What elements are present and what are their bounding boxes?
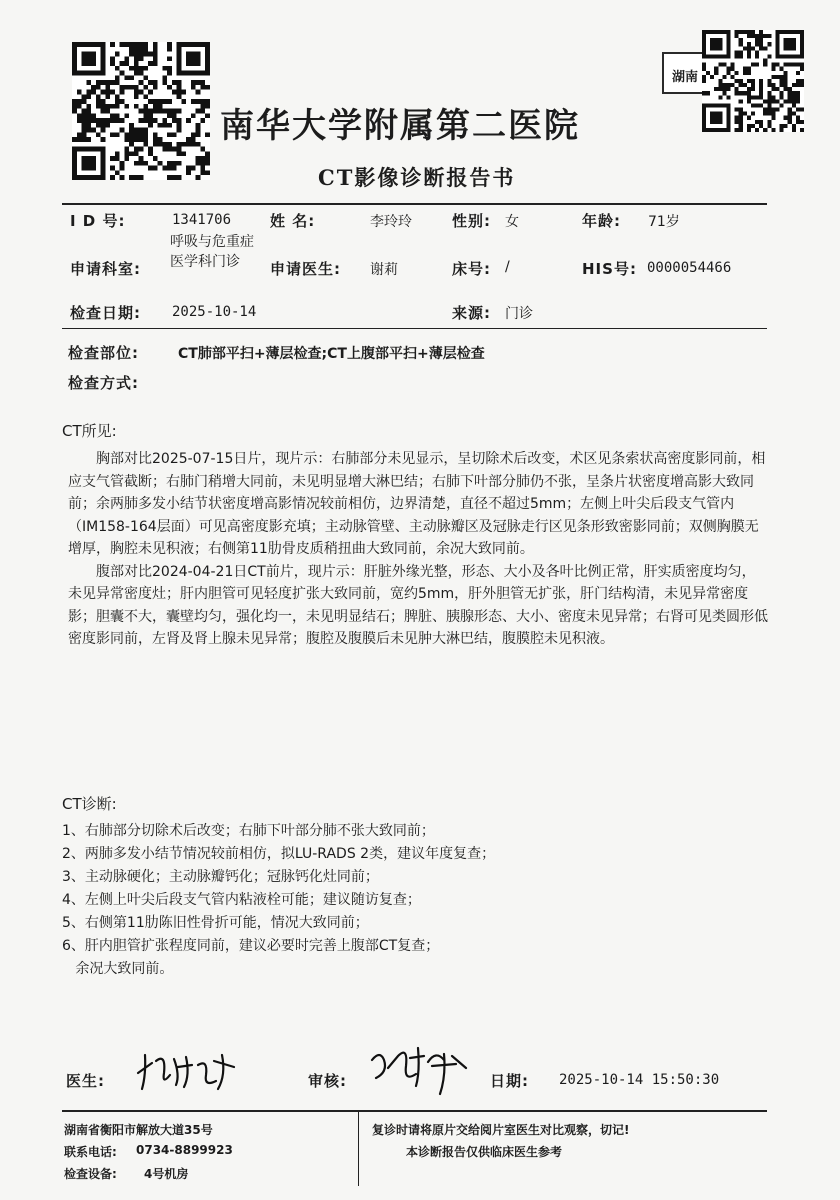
footer-device-label: 检查设备: bbox=[64, 1167, 117, 1181]
findings-body bbox=[68, 448, 768, 651]
doctor-sign-label: 医生: bbox=[66, 1072, 105, 1090]
bed-value: / bbox=[505, 259, 510, 275]
footer-notice-2: 本诊断报告仅供临床医生参考 bbox=[406, 1145, 563, 1159]
header-rule-bottom bbox=[62, 328, 767, 329]
dept-label: 申请科室: bbox=[70, 260, 141, 278]
hospital-name: 南华大学附属第二医院 bbox=[220, 106, 580, 146]
source-value: 门诊 bbox=[505, 306, 533, 322]
dept-value: 呼吸与危重症医学科门诊 bbox=[170, 234, 254, 270]
id-label: I D 号: bbox=[70, 212, 126, 230]
header-rule-top bbox=[62, 203, 767, 205]
reviewer-signature bbox=[366, 1038, 476, 1098]
source-label: 来源: bbox=[452, 304, 491, 322]
report-title: CT影像诊断报告书 bbox=[318, 165, 516, 190]
diagnosis-item: 2、两肺多发小结节情况较前相仿，拟LU-RADS 2类，建议年度复查； bbox=[62, 846, 496, 862]
age-value: 71岁 bbox=[648, 214, 680, 230]
findings-chest: 胸部对比2025-07-15日片，现片示：右肺部分未见显示，呈切除术后改变，术区见条索状高密度影同前，相应支气管截断；右肺门稍增大同前，未见明显增大淋巴结；右肺下叶部分肺仍不张，呈条片状密度增高影大致同前；余两肺多发小结节状密度增高影情况较前相仿，边界清楚，直径不超过5mm；左侧上叶尖后段支气管内（IM158-164层面）可见高密度影充填；主动脉管壁、主动脉瓣区及冠脉走行区见条形致密影同前；双侧胸膜无增厚，胸腔未见积液；右侧第11肋骨皮质稍扭曲大致同前，余况大致同前。 bbox=[68, 451, 766, 557]
bed-label: 床号: bbox=[452, 260, 491, 278]
reviewer-sign-label: 审核: bbox=[308, 1072, 347, 1090]
name-value: 李玲玲 bbox=[370, 214, 412, 230]
sex-value: 女 bbox=[505, 214, 519, 230]
age-label: 年龄: bbox=[582, 212, 621, 230]
his-value: 0000054466 bbox=[647, 260, 732, 276]
diagnosis-item: 1、右肺部分切除术后改变；右肺下叶部分肺不张大致同前； bbox=[62, 823, 435, 839]
doctor-signature bbox=[130, 1045, 250, 1095]
diagnosis-item: 5、右侧第11肋陈旧性骨折可能，情况大致同前； bbox=[62, 915, 369, 931]
sign-date-label: 日期: bbox=[490, 1072, 529, 1090]
exam-part-value: CT肺部平扫+薄层检查;CT上腹部平扫+薄层检查 bbox=[178, 346, 485, 362]
footer-phone-label: 联系电话: bbox=[64, 1145, 117, 1159]
findings-abdomen: 腹部对比2024-04-21日CT前片，现片示：肝脏外缘光整，形态、大小及各叶比例正常，肝实质密度均匀，未见异常密度灶；肝内胆管可见轻度扩张大致同前，宽约5mm，肝外胆管无扩张，肝门结构清，未见异常密度影；胆囊不大，囊壁均匀，强化均一，未见明显结石；脾脏、胰腺形态、大小、密度未见异常；右肾可见类圆形低密度影同前，左肾及肾上腺未见异常；腹腔及腹膜后未见肿大淋巴结，腹膜腔未见积液。 bbox=[68, 563, 768, 647]
doctor-value: 谢莉 bbox=[370, 262, 398, 278]
footer-rule bbox=[62, 1110, 767, 1112]
doctor-label: 申请医生: bbox=[270, 260, 341, 278]
diagnosis-item: 余况大致同前。 bbox=[62, 961, 174, 977]
diagnosis-item: 6、肝内胆管扩张程度同前，建议必要时完善上腹部CT复查； bbox=[62, 938, 440, 954]
his-label: HIS号: bbox=[582, 260, 637, 278]
diagnosis-heading: CT诊断: bbox=[62, 795, 117, 813]
footer-device-value: 4号机房 bbox=[144, 1167, 189, 1181]
qr-code-right bbox=[702, 30, 804, 132]
sign-date-value: 2025-10-14 15:50:30 bbox=[559, 1072, 720, 1088]
diagnosis-item: 4、左侧上叶尖后段支气管内粘液栓可能；建议随访复查； bbox=[62, 892, 421, 908]
exam-method-label: 检查方式: bbox=[68, 374, 139, 392]
footer-notice-1: 复诊时请将原片交给阅片室医生对比观察，切记! bbox=[372, 1123, 630, 1137]
footer-address: 湖南省衡阳市解放大道35号 bbox=[64, 1123, 213, 1137]
id-value: 1341706 bbox=[172, 212, 232, 228]
footer-divider bbox=[358, 1110, 359, 1186]
exam-date-value: 2025-10-14 bbox=[172, 304, 257, 320]
diagnosis-list bbox=[62, 820, 772, 981]
name-label: 姓 名: bbox=[270, 212, 316, 230]
sex-label: 性别: bbox=[452, 212, 491, 230]
footer-phone-value: 0734-8899923 bbox=[136, 1143, 233, 1157]
exam-date-label: 检查日期: bbox=[70, 304, 141, 322]
findings-heading: CT所见: bbox=[62, 422, 117, 440]
qr-code-left bbox=[72, 42, 210, 180]
diagnosis-item: 3、主动脉硬化；主动脉瓣钙化；冠脉钙化灶同前； bbox=[62, 869, 379, 885]
exam-part-label: 检查部位: bbox=[68, 344, 139, 362]
stamp-text: 湖南 bbox=[672, 70, 699, 85]
